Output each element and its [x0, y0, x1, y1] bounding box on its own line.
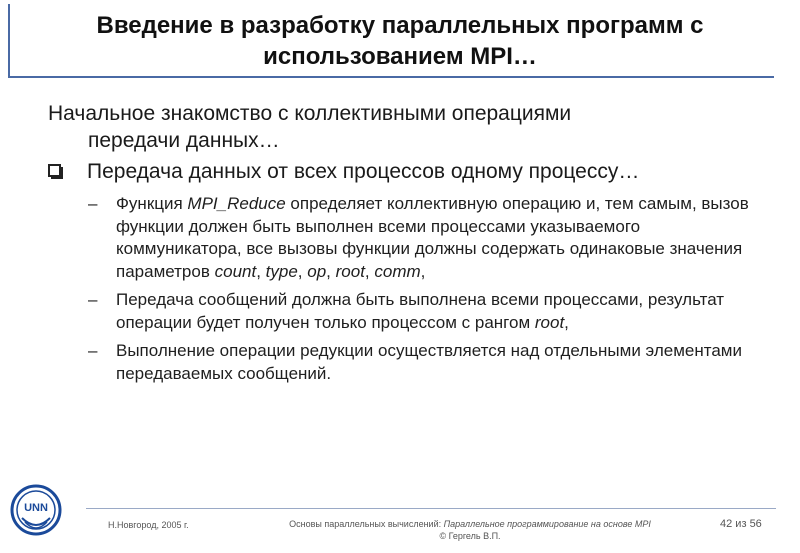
page-separator: из: [732, 518, 750, 530]
sub-item-fragment: ,: [326, 261, 336, 281]
sub-item-fragment: ,: [364, 261, 375, 281]
sub-list: [48, 193, 768, 385]
sub-item-fragment: ,: [564, 312, 569, 332]
slide-title: [30, 10, 770, 72]
sub-item-text: [116, 289, 768, 334]
slide-title-line1: Введение в разработку параллельных программ с: [96, 12, 704, 39]
sub-item-term: root: [534, 312, 565, 332]
sub-item-fragment: ,: [256, 261, 266, 281]
dash-bullet-icon: –: [88, 194, 98, 213]
bullet-item: [48, 158, 768, 185]
sub-item: [88, 289, 768, 334]
title-bottom-rule: [8, 76, 774, 78]
section-heading: [48, 100, 768, 154]
logo-text: UNN: [24, 502, 48, 514]
slide-content: [48, 100, 768, 391]
footer-course-plain: Основы параллельных вычислений:: [289, 519, 444, 529]
sub-item-fragment: Функция: [116, 194, 188, 213]
page-number: [720, 518, 762, 530]
sub-item: [88, 340, 768, 385]
footer-location: Н.Новгород, 2005 г.: [108, 520, 189, 530]
slide-title-line2: использованием MPI…: [263, 43, 537, 70]
sub-item-fragment: определяет коллективную операцию и, тем самым, вызов функции должен быть выполнен всеми процессами указываемого коммуникатора, все вызовы функции должны содержать одинаковые значения параметров: [116, 194, 749, 281]
sub-item-fragment: ,: [297, 261, 308, 281]
sub-item-term: count: [214, 261, 257, 281]
title-bar: [0, 0, 800, 82]
sub-item: [88, 193, 768, 283]
dash-bullet-icon: –: [88, 290, 98, 309]
sub-item-term: MPI_Reduce: [187, 194, 286, 213]
page-total: 56: [749, 518, 762, 530]
title-left-rule: [8, 4, 10, 78]
footer-author: © Гергель В.П.: [439, 531, 501, 541]
sub-item-term: root: [335, 261, 365, 281]
footer-course: [250, 518, 690, 542]
section-heading-line2: передачи данных…: [88, 129, 280, 152]
footer-course-italic: Параллельное программирование на основе MPI: [443, 519, 651, 529]
footer-rule: [86, 508, 776, 509]
bullet-text: Передача данных от всех процессов одному процессу…: [87, 160, 640, 183]
sub-item-term: type: [265, 261, 298, 281]
section-heading-line1: Начальное знакомство с коллективными операциями: [48, 102, 572, 125]
dash-bullet-icon: –: [88, 341, 98, 360]
page-current: 42: [720, 518, 733, 530]
sub-item-fragment: Выполнение операции редукции осуществляется над отдельными элементами передаваемых сообщений.: [116, 341, 742, 383]
sub-item-fragment: ,: [420, 261, 426, 281]
sub-item-text: [116, 340, 768, 385]
sub-item-term: op: [307, 261, 327, 281]
sub-item-term: comm: [374, 261, 421, 281]
unn-logo-icon: [10, 484, 62, 536]
sub-item-fragment: Передача сообщений должна быть выполнена всеми процессами, результат операции будет получен только процессом с рангом: [116, 290, 725, 332]
square-bullet-icon: [48, 164, 61, 177]
sub-item-text: [116, 193, 768, 283]
